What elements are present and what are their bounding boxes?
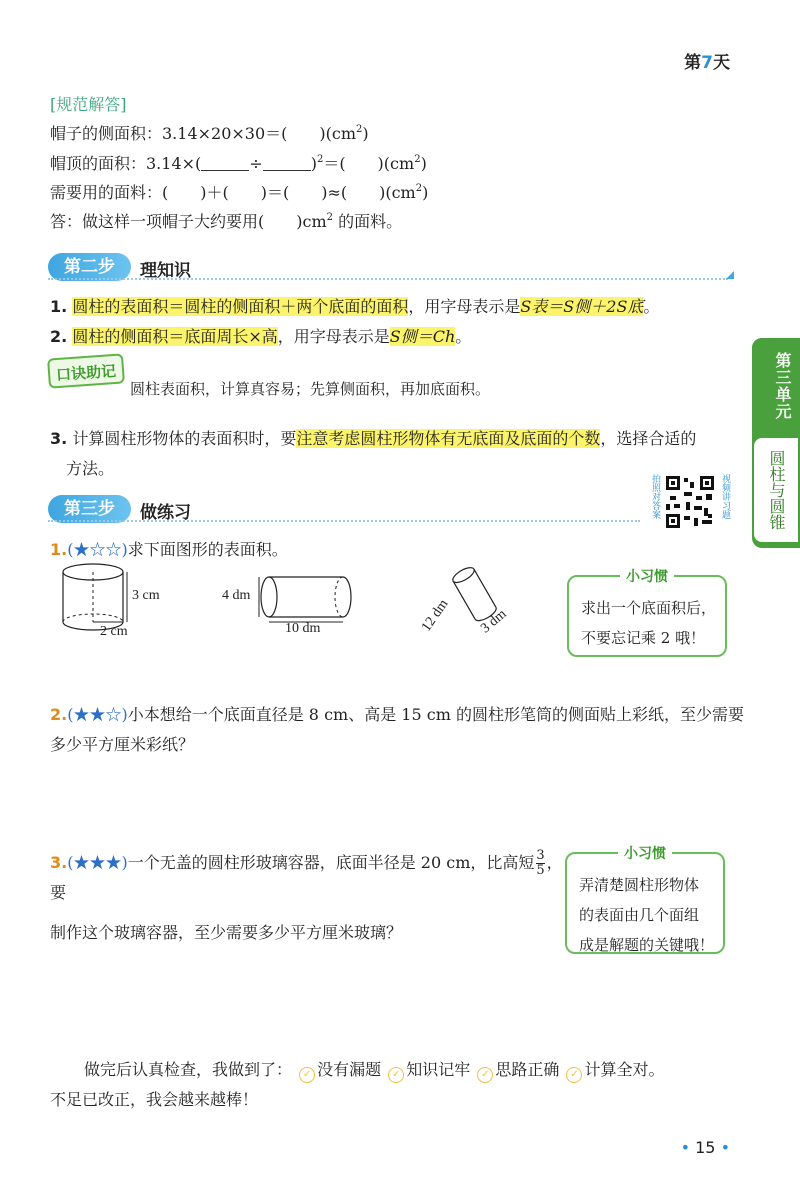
answer-line-1: 帽子的侧面积：3.14×20×30＝( )$(cm^2)$ <box>50 124 369 143</box>
topic-label: 圆柱与圆锥 <box>754 438 798 542</box>
mnemonic-tag: 口诀助记 <box>47 353 125 388</box>
unit-label: 第三单元 <box>773 352 792 420</box>
step2-badge: 第二步 <box>48 253 131 281</box>
knowledge-point-1: 1. 圆柱的表面积＝圆柱的侧面积＋两个底面的面积，用字母表示是S表＝S侧＋2S底。 <box>50 297 660 316</box>
check-circle-icon[interactable]: ✓ <box>299 1067 315 1083</box>
fig1-radius-label: 2 cm <box>100 624 128 639</box>
habit-tip-1: 小习惯 求出一个底面积后， 不要忘记乘 2 哦！ <box>567 575 727 657</box>
knowledge-point-2: 2. 圆柱的侧面积＝底面周长×高，用字母表示是S侧＝Ch。 <box>50 327 472 346</box>
fig2-diameter-label: 4 dm <box>222 588 251 603</box>
step3-title: 做练习 <box>140 503 191 523</box>
self-check: 做完后认真检查，我做到了： ✓ 没有漏题 ✓ 知识记牢 ✓ 思路正确 ✓ 计算全对。 不足已改正，我会越来越棒！ <box>50 1060 665 1109</box>
qr-right-caption: 视频讲习题 <box>720 474 730 519</box>
question-2: 2.(★★☆)小本想给一个底面直径是 8 cm、高是 15 cm 的圆柱形笔筒的侧面贴上彩纸，至少需要 多少平方厘米彩纸？ <box>50 705 744 754</box>
answer-line-4: 答：做这样一项帽子大约要用( )$cm^2$ 的面料。 <box>50 212 403 231</box>
qr-code-icon[interactable] <box>664 474 716 530</box>
check-circle-icon[interactable]: ✓ <box>477 1067 493 1083</box>
step3-badge: 第三步 <box>48 495 131 523</box>
page-number: • 15 • <box>680 1138 730 1157</box>
day-label: 第7天 <box>684 53 730 73</box>
qr-left-caption: 拍照对答案 <box>650 474 660 519</box>
step2-divider <box>48 278 728 280</box>
check-circle-icon[interactable]: ✓ <box>566 1067 582 1083</box>
fig1-height-label: 3 cm <box>132 588 160 603</box>
answer-heading: [规范解答] <box>50 95 127 114</box>
answer-line-2: 帽顶的面积：$3.14\times( \div )^2=$( )$(cm^2)$ <box>50 154 427 173</box>
unit-side-tab <box>752 338 800 548</box>
check-circle-icon[interactable]: ✓ <box>388 1067 404 1083</box>
fig2-length-label: 10 dm <box>285 621 321 636</box>
fig3-diameter-label: 3 dm <box>478 606 510 637</box>
answer-line-3: 需要用的面料：( )＋( )＝( )≈( )$(cm^2)$ <box>50 183 429 202</box>
figure-cylinder-horizontal <box>255 575 355 625</box>
habit-tip-2: 小习惯 弄清楚圆柱形物体 的表面由几个面组 成是解题的关键哦！ <box>565 852 725 954</box>
step2-corner-mark <box>726 271 734 279</box>
mnemonic-text: 圆柱表面积，计算真容易；先算侧面积，再加底面积。 <box>130 380 491 398</box>
knowledge-point-3: 3. 计算圆柱形物体的表面积时，要注意考虑圆柱形物体有无底面及底面的个数，选择合适的 方法。 <box>50 429 697 478</box>
fig3-height-label: 12 dm <box>418 596 452 635</box>
question-1: 1.(★☆☆)求下面图形的表面积。 <box>50 540 288 559</box>
step3-divider <box>48 520 640 522</box>
step2-title: 理知识 <box>140 261 191 281</box>
question-3: 3.(★★★)一个无盖的圆柱形玻璃容器，底面半径是 20 cm，比高短 $\frac{3}{5}$ ，要 制作这个玻璃容器，至少需要多少平方厘米玻璃？ <box>50 848 563 942</box>
